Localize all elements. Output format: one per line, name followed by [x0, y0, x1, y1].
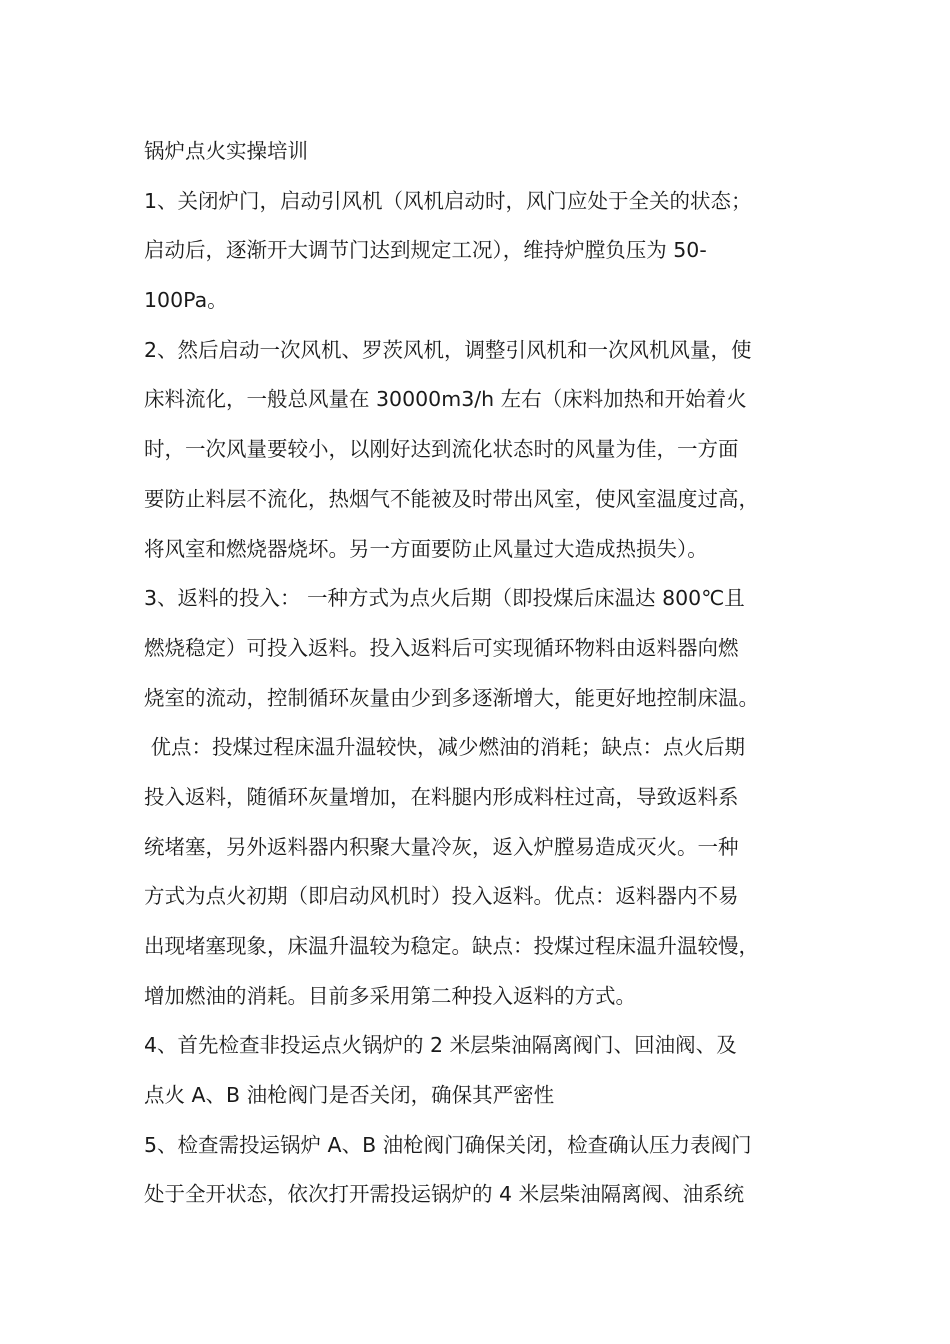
step-1-line-3: 100Pa。 — [144, 288, 228, 313]
step-3-line-7: 方式为点火初期（即启动风机时）投入返料。优点：返料器内不易 — [144, 884, 739, 909]
step-3-line-6: 统堵塞，另外返料器内积聚大量冷灰，返入炉膛易造成灭火。一种 — [144, 834, 739, 859]
step-2-line-3: 时，一次风量要较小，以刚好达到流化状态时的风量为佳，一方面 — [144, 437, 739, 462]
step-3-line-3: 烧室的流动，控制循环灰量由少到多逐渐增大，能更好地控制床温。 — [144, 685, 759, 710]
step-3-line-4: 优点：投煤过程床温升温较快，减少燃油的消耗；缺点：点火后期 — [144, 735, 746, 760]
step-5-line-2: 处于全开状态，依次打开需投运锅炉的 4 米层柴油隔离阀、油系统 — [144, 1182, 745, 1207]
step-4-line-1: 4、首先检查非投运点火锅炉的 2 米层柴油隔离阀门、回油阀、及 — [144, 1033, 737, 1058]
step-1-line-2: 启动后，逐渐开大调节门达到规定工况），维持炉膛负压为 50- — [144, 238, 707, 263]
step-3-line-5: 投入返料，随循环灰量增加，在料腿内形成料柱过高，导致返料系 — [144, 784, 739, 809]
step-3-line-8: 出现堵塞现象，床温升温较为稳定。缺点：投煤过程床温升温较慢， — [144, 934, 759, 958]
step-2-line-1: 2、然后启动一次风机、罗茨风机，调整引风机和一次风机风量，使 — [144, 337, 752, 362]
step-3-line-2: 燃烧稳定）可投入返料。投入返料后可实现循环物料由返料器向燃 — [144, 635, 739, 660]
document-title: 锅炉点火实操培训 — [144, 139, 308, 163]
document-body — [144, 131, 834, 1224]
step-1-line-1: 1、关闭炉门，启动引风机（风机启动时，风门应处于全关的状态； — [144, 188, 752, 213]
step-5-line-1: 5、检查需投运锅炉 A、B 油枪阀门确保关闭，检查确认压力表阀门 — [144, 1132, 752, 1157]
step-3-line-1: 3、返料的投入： 一种方式为点火后期（即投煤后床温达 800℃且 — [144, 586, 745, 611]
step-4-line-2: 点火 A、B 油枪阀门是否关闭，确保其严密性 — [144, 1083, 555, 1108]
step-3-line-9: 增加燃油的消耗。目前多采用第二种投入返料的方式。 — [144, 983, 636, 1008]
step-2-line-5: 将风室和燃烧器烧坏。另一方面要防止风量过大造成热损失）。 — [144, 536, 708, 561]
step-2-line-4: 要防止料层不流化，热烟气不能被及时带出风室，使风室温度过高， — [144, 486, 759, 511]
step-2-line-2: 床料流化，一般总风量在 30000m3/h 左右（床料加热和开始着火 — [144, 387, 747, 412]
